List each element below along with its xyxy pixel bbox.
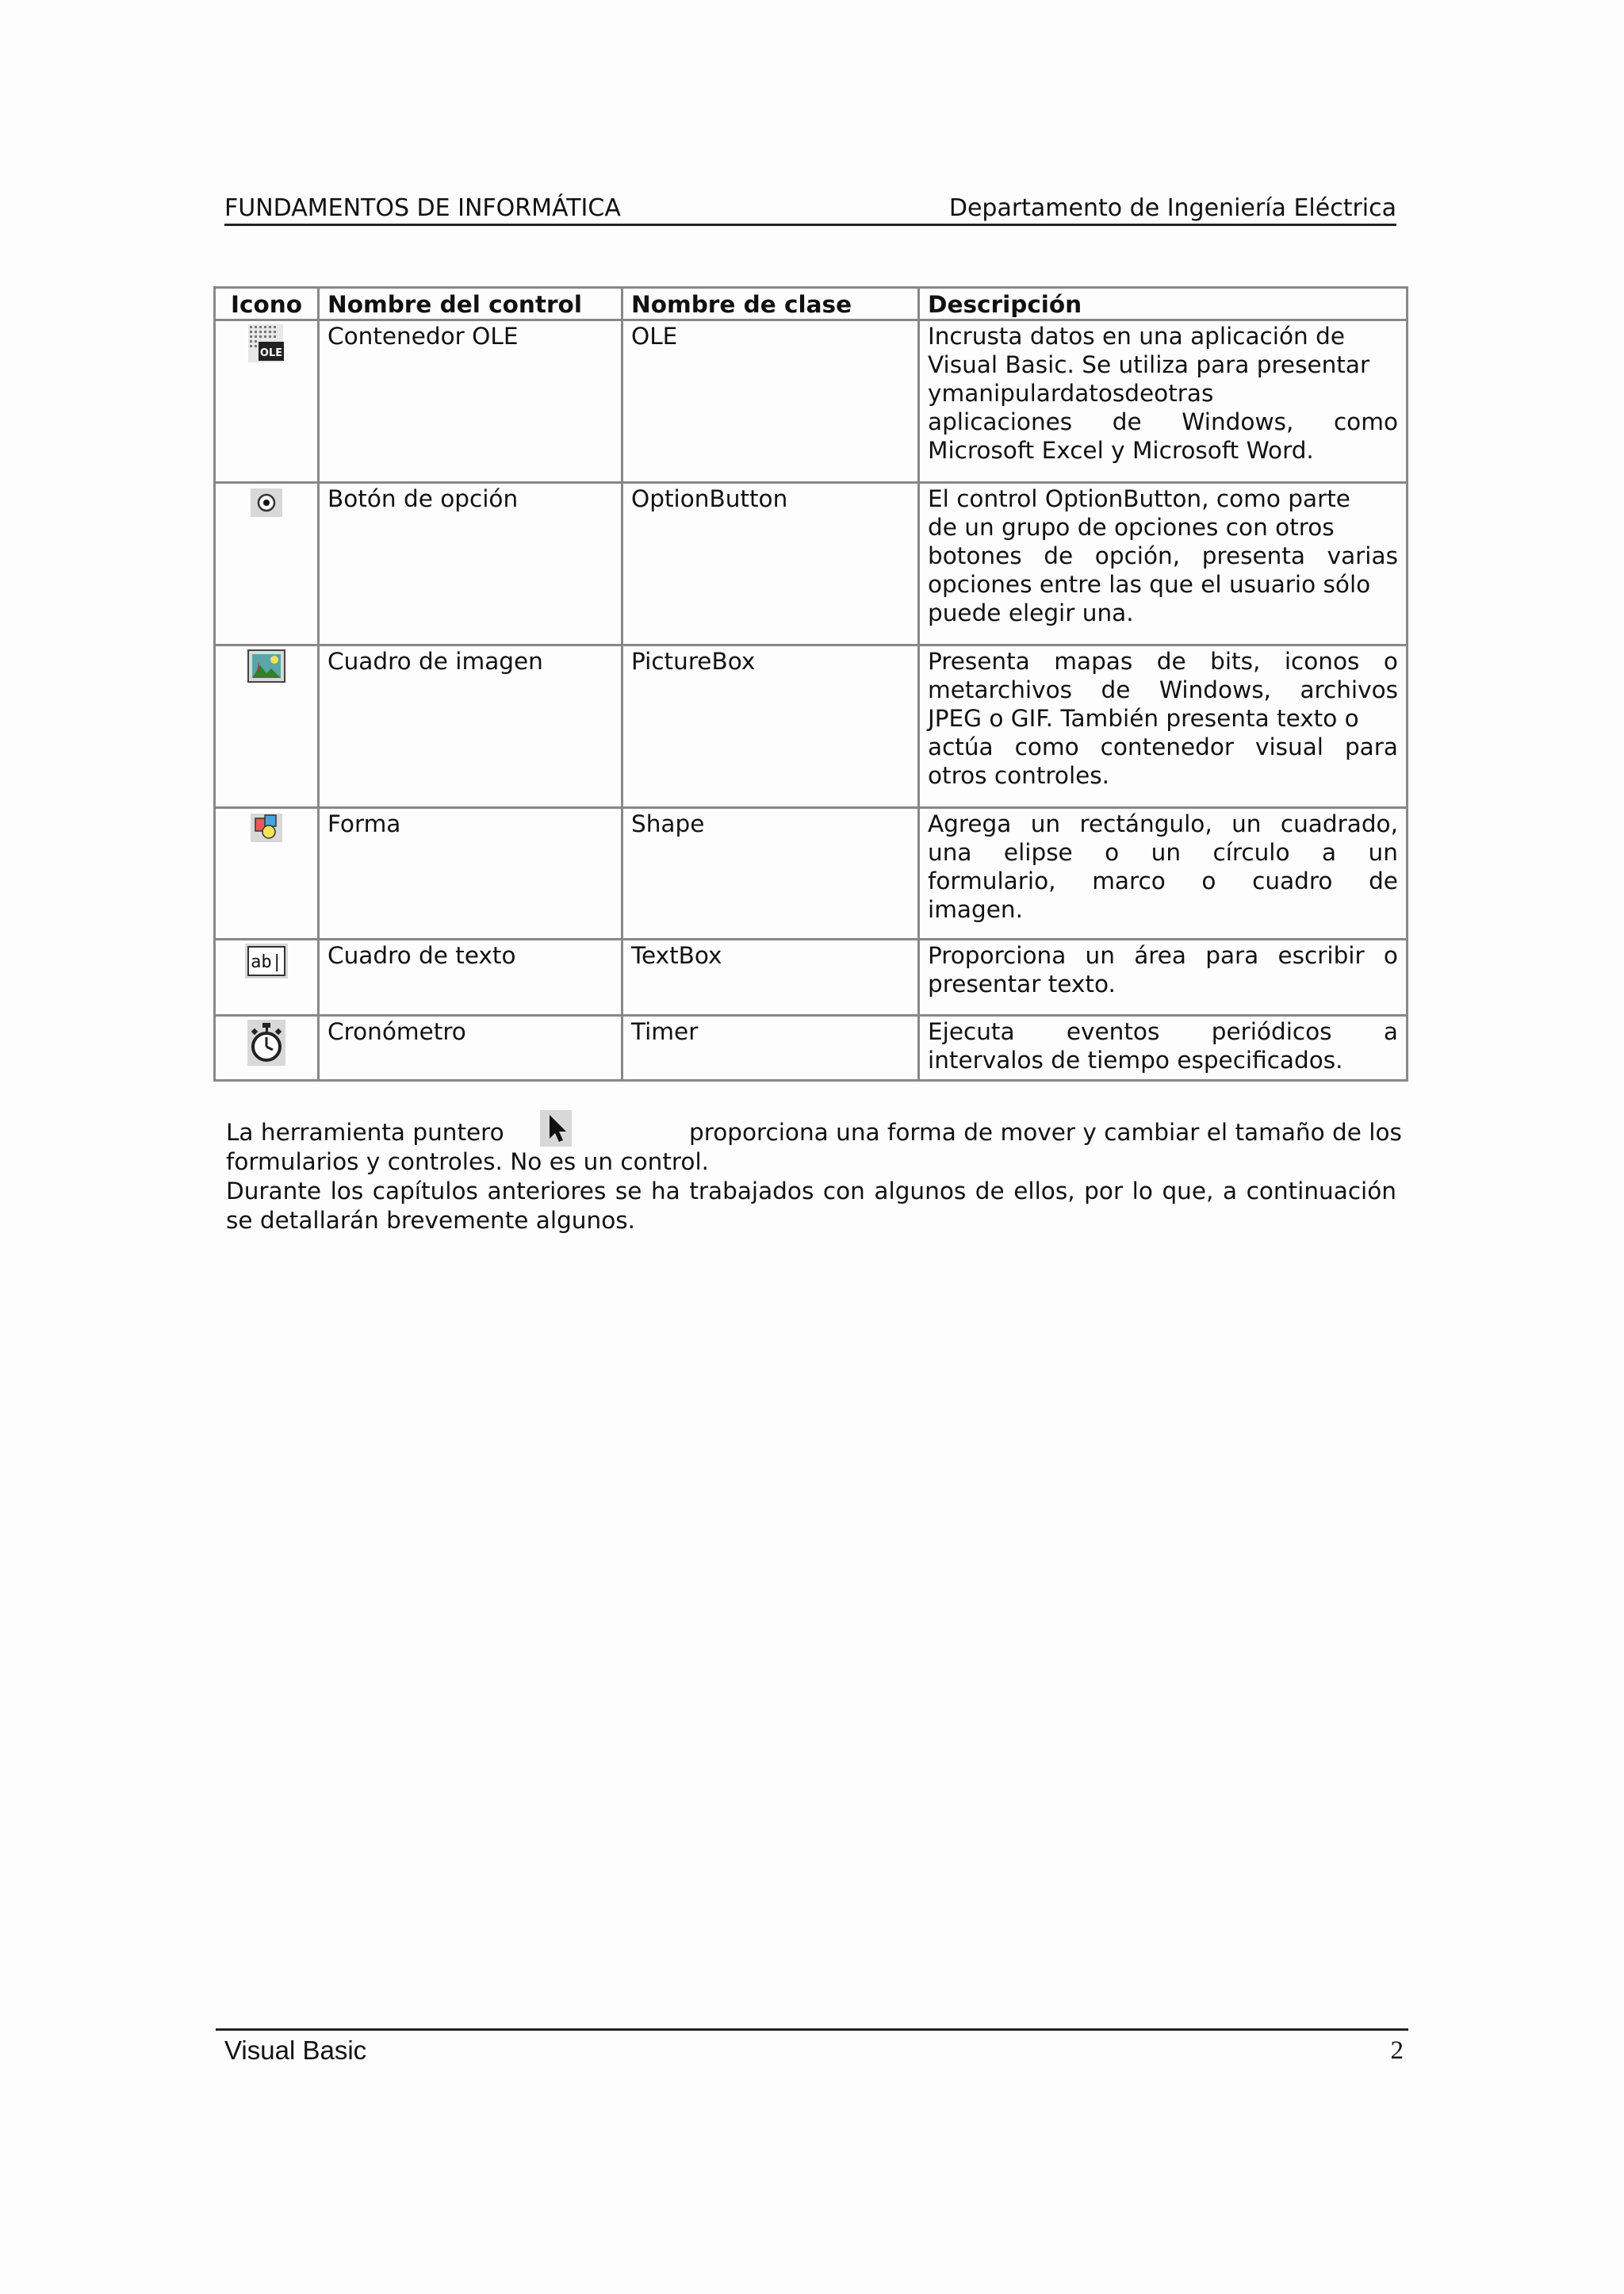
option-button-icon: [247, 485, 285, 520]
page-header: [224, 193, 1396, 226]
description: El control OptionButton, como parte de un grupo de opciones con otros botones de opción, presenta varias opciones entre las que el usuario sólo puede elegir una.: [919, 483, 1408, 645]
picture-box-icon: [246, 648, 287, 684]
shape-icon: [247, 810, 285, 845]
column-header-class-name: Nombre de clase: [622, 288, 919, 320]
table-row: [215, 808, 1408, 940]
description: Proporciona un área para escribir o presentar texto.: [919, 940, 1408, 1016]
class-name: Shape: [622, 808, 919, 940]
body-paragraph: Durante los capítulos anteriores se ha trabajados con algunos de ellos, por lo que, a continuación se detallarán brevemente algunos.: [226, 1178, 1396, 1234]
table-header-row: [215, 288, 1408, 320]
table-row: [215, 320, 1408, 483]
svg-text:ab|: ab|: [251, 952, 282, 972]
pointer-tool-paragraph: [226, 1110, 1402, 1146]
column-header-icon: Icono: [215, 288, 319, 320]
control-name: Contenedor OLE: [319, 320, 622, 483]
control-name: Cuadro de imagen: [319, 645, 622, 808]
class-name: Timer: [622, 1016, 919, 1081]
timer-icon: [246, 1018, 287, 1067]
class-name: PictureBox: [622, 645, 919, 808]
description: Agrega un rectángulo, un cuadrado, una elipse o un círculo a un formulario, marco o cuadro de imagen.: [919, 808, 1408, 940]
class-name: TextBox: [622, 940, 919, 1016]
textbox-icon: [243, 942, 289, 980]
column-header-description: Descripción: [919, 288, 1408, 320]
pointer-arrow-icon: [540, 1110, 572, 1147]
page-number: 2: [1390, 2036, 1404, 2065]
class-name: OLE: [622, 320, 919, 483]
controls-table: [213, 286, 1408, 1082]
control-name: Forma: [319, 808, 622, 940]
description: Ejecuta eventos periódicos a intervalos de tiempo especificados.: [919, 1016, 1408, 1081]
header-course-title: FUNDAMENTOS DE INFORMÁTICA: [224, 194, 621, 222]
svg-text:OLE: OLE: [259, 347, 283, 359]
table-row: [215, 645, 1408, 808]
description: Presenta mapas de bits, iconos o metarchivos de Windows, archivos JPEG o GIF. También presenta texto o actúa como contenedor visual para otros controles.: [919, 645, 1408, 808]
pointer-tool-text-continued: formularios y controles. No es un control.: [226, 1148, 710, 1175]
ole-container-icon: [245, 323, 288, 366]
table-row: [215, 940, 1408, 1016]
table-row: [215, 1016, 1408, 1081]
control-name: Cuadro de texto: [319, 940, 622, 1016]
footer-rule: [216, 2028, 1408, 2031]
class-name: OptionButton: [622, 483, 919, 645]
control-name: Cronómetro: [319, 1016, 622, 1081]
footer-title: Visual Basic: [224, 2035, 367, 2065]
header-department: Departamento de Ingeniería Eléctrica: [948, 194, 1396, 222]
table-row: [215, 483, 1408, 645]
column-header-control-name: Nombre del control: [319, 288, 622, 320]
control-name: Botón de opción: [319, 483, 622, 645]
description: Incrusta datos en una aplicación de Visual Basic. Se utiliza para presentar ymanipulardatosdeotras aplicaciones de Windows, como Microsoft Excel y Microsoft Word.: [919, 320, 1408, 483]
pointer-tool-text: proporciona una forma de mover y cambiar el tamaño de los: [689, 1119, 1402, 1146]
pointer-tool-label: La herramienta puntero: [226, 1119, 504, 1146]
